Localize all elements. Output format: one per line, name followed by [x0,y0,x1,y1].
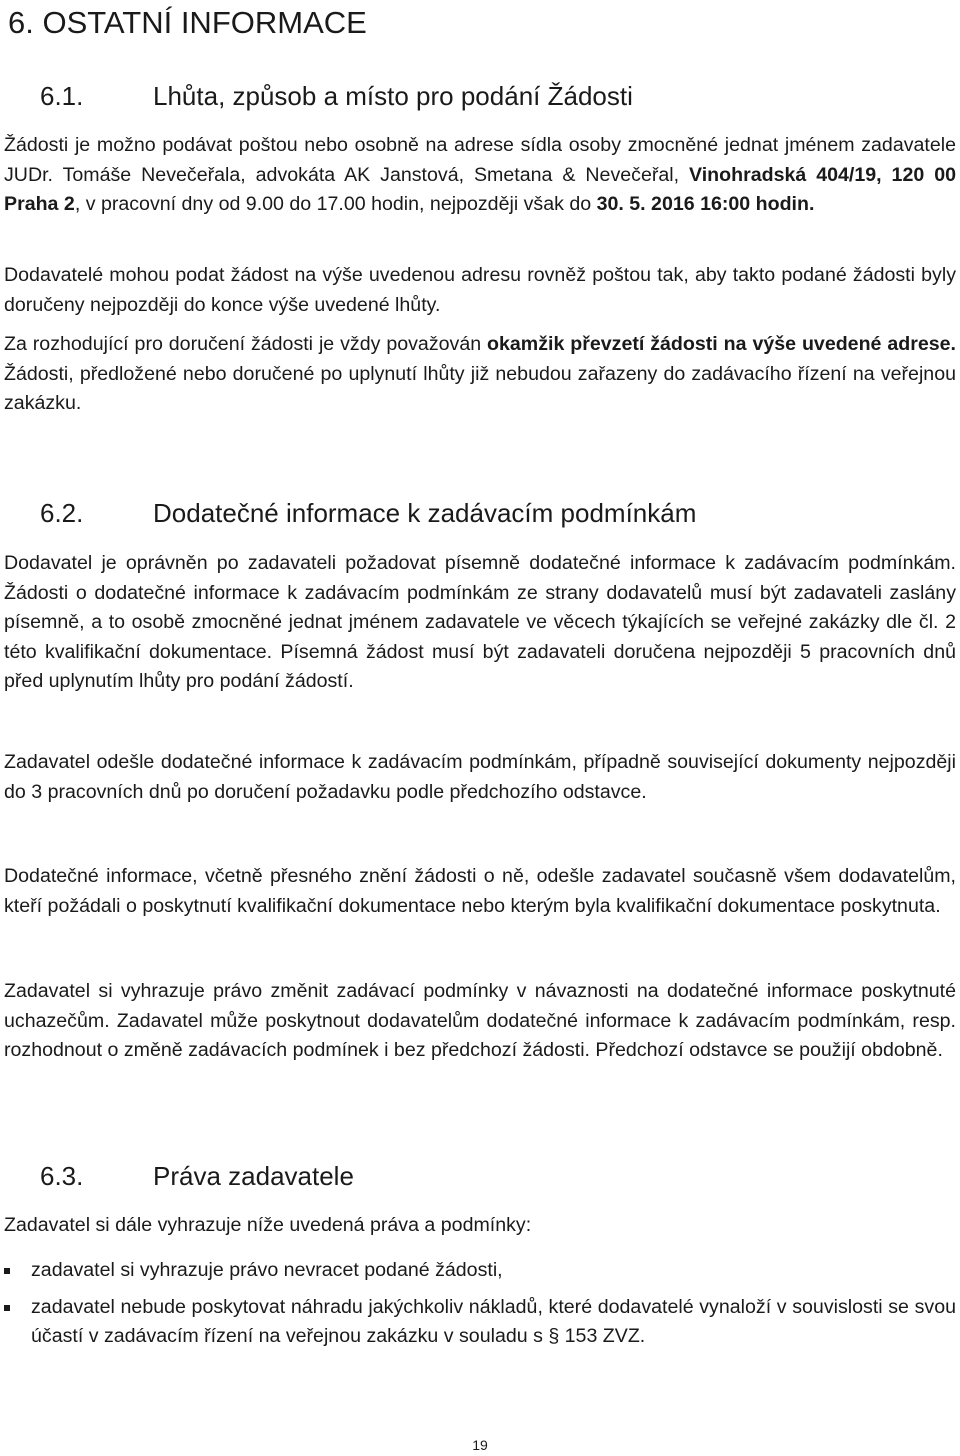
list-item-text: zadavatel nebude poskytovat náhradu jakýchkoliv nákladů, které dodavatelé vynaloží v souvislosti se svou účastí v zadávacím řízení na veřejnou zakázku v souladu s § 153 ZVZ. [31,1295,956,1347]
section-number: 6.2. [40,498,84,528]
text-run: Žádosti je možno podávat poštou nebo osobně na adrese sídla osoby zmocněné jednat jménem zadavatele JUDr. Tomáše Nevečeřala, advokáta AK Janstová, Smetana & Nevečeřal, [4,134,956,186]
page-number: 19 [472,1437,488,1453]
section-6-1-paragraph-3 [4,330,956,419]
list-item [4,1293,956,1352]
deadline-text: 30. 5. 2016 16:00 hodin. [596,193,815,215]
section-title: Práva zadavatele [153,1161,354,1191]
section-6-2-paragraph-2: Zadavatel odešle dodatečné informace k zadávacím podmínkám, případně související dokumenty nejpozději do 3 pracovních dnů po doručení požadavku podle předchozího odstavce. [4,751,956,803]
text-run: , v pracovní dny od 9.00 do 17.00 hodin, nejpozději však do [74,193,597,215]
section-6-3-intro: Zadavatel si dále vyhrazuje níže uvedená práva a podmínky: [4,1214,532,1236]
list-item [4,1256,956,1286]
section-title: Lhůta, způsob a místo pro podání Žádosti [153,81,633,111]
section-6-1-paragraph-2: Dodavatelé mohou podat žádost na výše uvedenou adresu rovněž poštou tak, aby takto podané žádosti byly doručeny nejpozději do konce výše uvedené lhůty. [4,264,956,316]
square-bullet-icon [4,1305,10,1311]
list-item-text: zadavatel si vyhrazuje právo nevracet podané žádosti, [31,1259,503,1281]
section-heading-6-3 [40,1160,354,1192]
text-run: Žádosti, předložené nebo doručené po uplynutí lhůty již nebudou zařazeny do zadávacího řízení na veřejnou zakázku. [4,362,956,414]
square-bullet-icon [4,1268,10,1274]
section-6-2-paragraph-4: Zadavatel si vyhrazuje právo změnit zadávací podmínky v návaznosti na dodatečné informace poskytnuté uchazečům. Zadavatel může poskytnout dodavatelům dodatečné informace k zadávacím podmínkám, resp. rozhodnout o změně zadávacích podmínek i bez předchozí žádosti. Předchozí odstavce se použijí obdobně. [4,980,956,1061]
rights-list [4,1256,956,1352]
section-6-2-paragraph-3: Dodatečné informace, včetně přesného znění žádosti o ně, odešle zadavatel současně všem dodavatelům, kteří požádali o poskytnutí kvalifikační dokumentace nebo kterým byla kvalifikační dokumentace poskytnuta. [4,865,956,917]
text-run: Za rozhodující pro doručení žádosti je vždy považován [4,333,488,355]
emphasis-text: okamžik převzetí žádosti na výše uvedené adrese. [487,333,956,355]
section-number: 6.3. [40,1161,84,1191]
section-number: 6.1. [40,81,84,111]
section-6-2-paragraph-1: Dodavatel je oprávněn po zadavateli požadovat písemně dodatečné informace k zadávacím podmínkám. Žádosti o dodatečné informace k zadávacím podmínkám ze strany dodavatelů musí být zadavateli zaslány písemně, a to osobě zmocněné jednat jménem zadavatele ve věcech týkajících se veřejné zakázky dle čl. 2 této kvalifikační dokumentace. Písemná žádost musí být zadavateli doručena nejpozději 5 pracovních dnů před uplynutím lhůty pro podání žádostí. [4,552,956,692]
section-6-1-paragraph-1 [4,131,956,220]
section-heading-6-2 [40,497,696,529]
section-title: Dodatečné informace k zadávacím podmínkám [153,498,697,528]
address-text: Vinohradská 404/19, 120 00 Praha 2 [4,163,956,215]
section-heading-6-1 [40,80,633,112]
chapter-title: 6. OSTATNÍ INFORMACE [8,5,367,40]
